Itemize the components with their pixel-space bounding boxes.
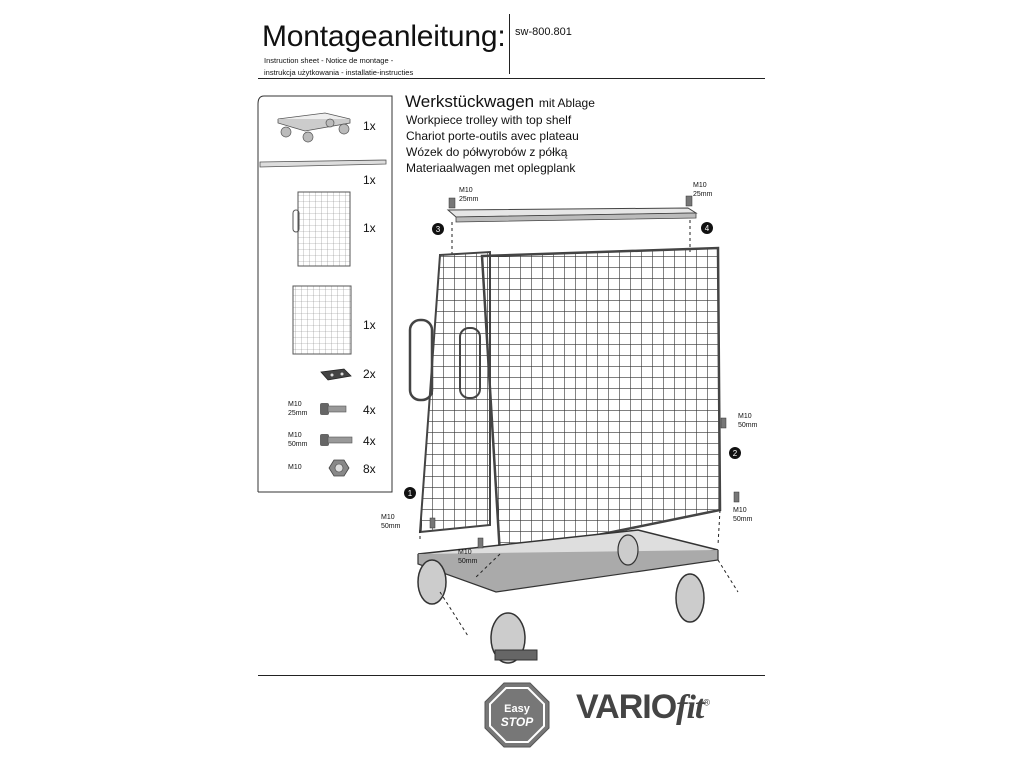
assembly-drawing (400, 180, 780, 670)
svg-text:4: 4 (704, 224, 710, 233)
part-qty: 1x (363, 119, 376, 133)
part-qty: 1x (363, 318, 376, 332)
article-number: sw-800.801 (515, 26, 572, 38)
product-title-main: Werkstückwagen (405, 92, 535, 111)
step-marker (404, 487, 416, 499)
connector-plate-icon (318, 366, 354, 384)
part-qty: 4x (363, 434, 376, 448)
product-title-en: Workpiece trolley with top shelf (406, 113, 572, 127)
mesh-panel-handle-icon (292, 190, 357, 270)
step-marker (729, 447, 741, 459)
callout-right-lower: M10 50mm (733, 507, 753, 523)
part-qty: 1x (363, 221, 376, 235)
product-title-nl: Materiaalwagen met oplegplank (406, 161, 576, 175)
step-marker (432, 223, 444, 235)
header-divider-horizontal (258, 78, 765, 79)
product-title-fr: Chariot porte-outils avec plateau (406, 129, 579, 143)
callout-top-right: M10 25mm (693, 182, 713, 198)
mesh-panel-icon (290, 284, 355, 356)
product-title (405, 92, 595, 112)
shelf-board-icon (258, 158, 388, 170)
product-title-pl: Wózek do półwyrobów z półką (406, 145, 568, 159)
step-marker (701, 222, 713, 234)
part-bolt-size: M10 25mm (288, 401, 308, 417)
part-qty: 1x (363, 173, 376, 187)
svg-text:2: 2 (732, 449, 738, 458)
variofit-logo: VARIOfit® (576, 688, 710, 726)
footer-divider (258, 675, 765, 676)
part-bolt-size: M10 50mm (288, 432, 308, 448)
svg-text:STOP: STOP (500, 715, 534, 729)
callout-right-upper: M10 50mm (738, 413, 758, 429)
svg-text:3: 3 (435, 225, 441, 234)
callout-center: M10 50mm (458, 549, 478, 565)
callout-left: M10 50mm (381, 514, 401, 530)
subtitle-line-1: Instruction sheet - Notice de montage - (264, 56, 394, 65)
part-qty: 8x (363, 462, 376, 476)
subtitle-line-2: instrukcja użytkowania - installatie-instructies (264, 68, 414, 77)
part-nut-size: M10 (288, 464, 302, 471)
part-qty: 2x (363, 367, 376, 381)
product-title-suffix: mit Ablage (538, 96, 595, 110)
header-divider-vertical (509, 14, 510, 74)
bolt-short-icon (318, 400, 350, 418)
part-qty: 4x (363, 403, 376, 417)
bolt-long-icon (318, 431, 354, 449)
easystop-logo (484, 682, 550, 748)
svg-text:1: 1 (407, 489, 413, 498)
svg-text:Easy: Easy (504, 703, 530, 715)
trolley-base-icon (270, 105, 355, 147)
callout-top-left: M10 25mm (459, 187, 479, 203)
nut-icon (328, 458, 350, 478)
document-title: Montageanleitung: (262, 20, 506, 53)
